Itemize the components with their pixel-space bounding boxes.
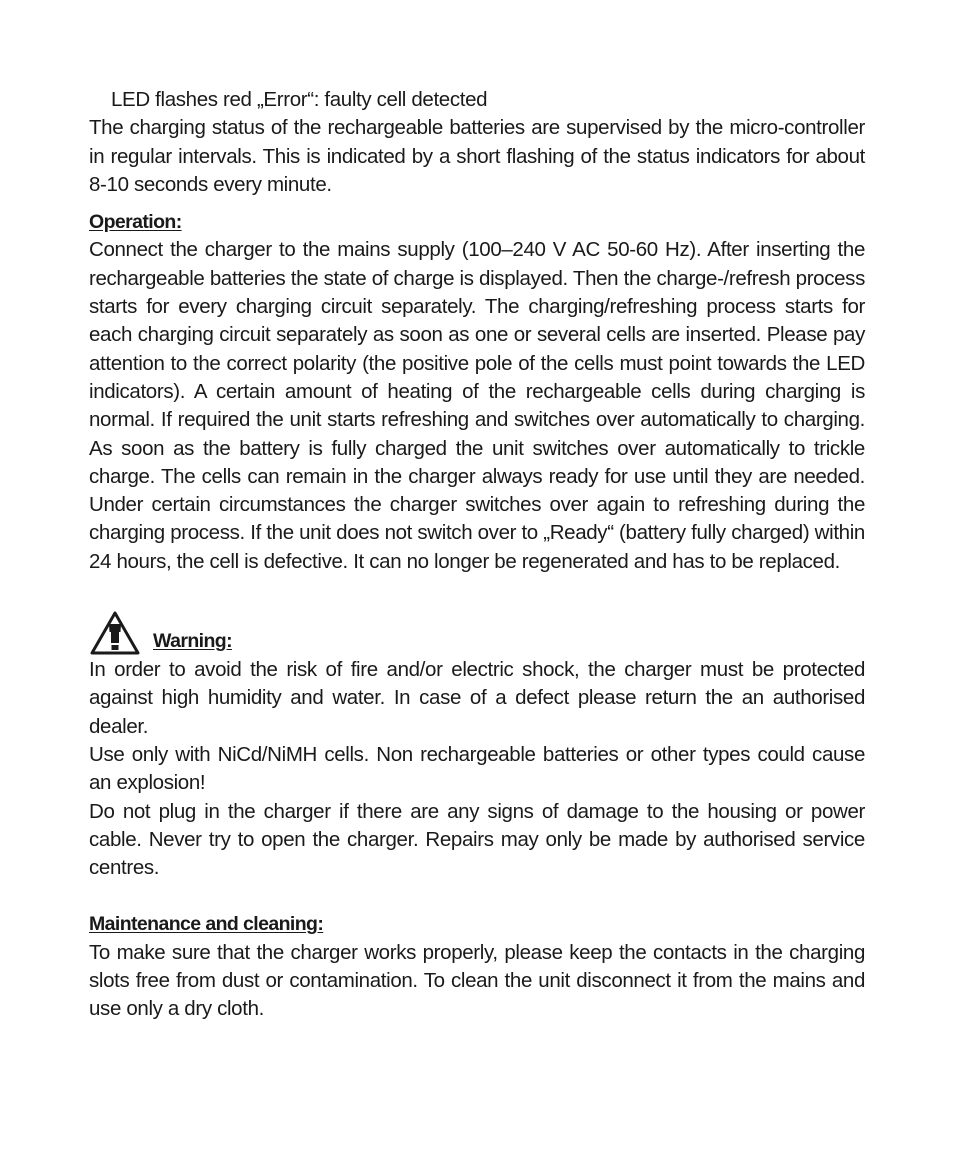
operation-heading: Operation:: [89, 211, 182, 234]
maintenance-paragraph: To make sure that the charger works properly, please keep the contacts in the charging slots free from dust or contamination. To clean the unit disconnect it from the mains and use only a dry cloth.: [89, 940, 865, 1021]
warning-paragraph-2: Use only with NiCd/NiMH cells. Non rechargeable batteries or other types could cause an explosion!: [89, 742, 865, 795]
warning-heading: Warning:: [153, 630, 232, 653]
operation-paragraph: Connect the charger to the mains supply (100–240 V AC 50-60 Hz). After inserting the rechargeable batteries the state of charge is displayed. Then the charge-/refresh process starts for every charging circuit separately. The charging/refreshing process starts for each charging circuit separately as soon as one or several cells are inserted. Please pay attention to the correct polarity (the positive pole of the cells must point towards the LED indicators). A certain amount of heating of the rechargeable cells during charging is normal. If required the unit starts refreshing and switches over automatically to charging. As soon as the battery is fully charged the unit switches over automatically to trickle charge. The cells can remain in the charger always ready for use until they are needed. Under certain circumstances the charger switches over again to refreshing during the charging process. If the unit does not switch over to „Ready“ (battery fully charged) within 24 hours, the cell is defective. It can no longer be regenerated and has to be replaced.: [89, 238, 865, 573]
warning-heading-row: [89, 610, 865, 656]
maintenance-heading: Maintenance and cleaning:: [89, 913, 324, 936]
status-paragraph: The charging status of the rechargeable batteries are supervised by the micro-controller in regular intervals. This is indicated by a short flashing of the status indicators for about 8-10 seconds every minute.: [89, 116, 865, 196]
manual-page: [89, 86, 865, 1024]
warning-paragraph-1: In order to avoid the risk of fire and/or electric shock, the charger must be protected against high humidity and water. In case of a defect please return the an authorised dealer.: [89, 658, 865, 738]
led-error-line: LED flashes red „Error“: faulty cell detected: [111, 88, 488, 111]
warning-paragraph-3: Do not plug in the charger if there are any signs of damage to the housing or power cable. Never try to open the charger. Repairs may only be made by authorised service centres.: [89, 799, 865, 880]
warning-triangle-icon: [89, 610, 141, 656]
